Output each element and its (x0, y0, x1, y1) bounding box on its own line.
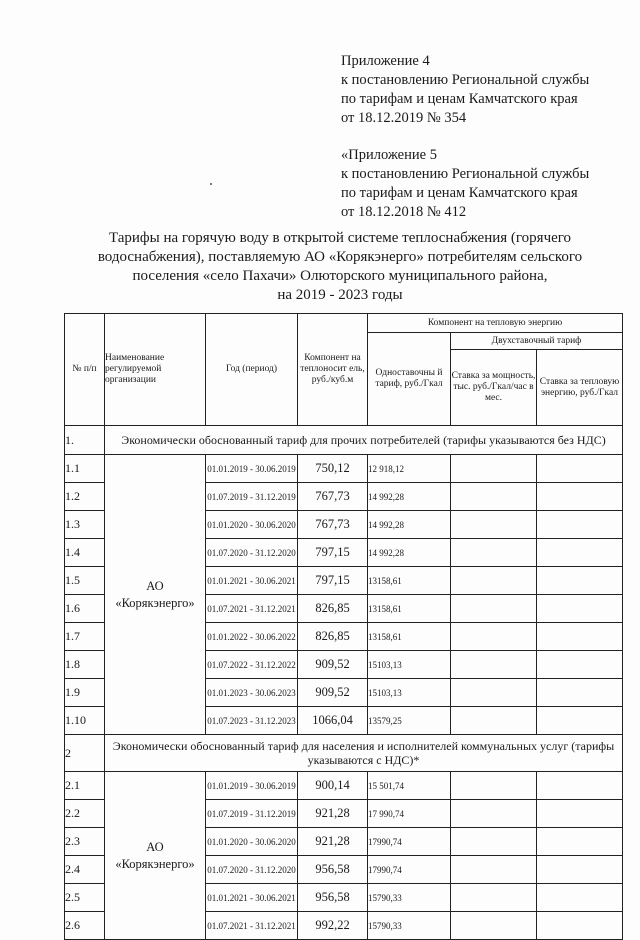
water-tariff-cell: 797,15 (298, 539, 368, 567)
header-num: № п/п (65, 314, 105, 426)
row-number: 1.1 (65, 455, 105, 483)
heat-tariff-cell: 12 918,12 (368, 455, 451, 483)
row-number: 1.4 (65, 539, 105, 567)
organization-cell (105, 455, 206, 735)
heat-tariff-cell: 14 992,28 (368, 511, 451, 539)
appendix-header-original (341, 146, 589, 222)
capacity-rate-cell (451, 623, 537, 651)
section-title: Экономически обоснованный тариф для населения и исполнителей коммунальных услуг (тарифы указываются с НДС)* (105, 735, 623, 772)
water-tariff-cell: 992,22 (298, 912, 368, 940)
capacity-rate-cell (451, 539, 537, 567)
energy-rate-cell (537, 595, 623, 623)
capacity-rate-cell (451, 800, 537, 828)
organization-name-line: «Корякэнерго» (115, 595, 195, 610)
row-number: 1.8 (65, 651, 105, 679)
water-tariff-cell: 900,14 (298, 772, 368, 800)
section-title: Экономически обоснованный тариф для прочих потребителей (тарифы указываются без НДС) (105, 426, 623, 455)
energy-rate-cell (537, 567, 623, 595)
period-cell: 01.07.2021 - 31.12.2021 (206, 595, 298, 623)
water-tariff-cell: 909,52 (298, 679, 368, 707)
period-cell: 01.07.2020 - 31.12.2020 (206, 539, 298, 567)
section-number: 2 (65, 735, 105, 772)
period-cell: 01.01.2020 - 30.06.2020 (206, 511, 298, 539)
energy-rate-cell (537, 483, 623, 511)
water-tariff-cell: 956,58 (298, 884, 368, 912)
capacity-rate-cell (451, 707, 537, 735)
energy-rate-cell (537, 539, 623, 567)
period-cell: 01.01.2022 - 30.06.2022 (206, 623, 298, 651)
energy-rate-cell (537, 856, 623, 884)
section-row (65, 426, 623, 455)
heat-tariff-cell: 17990,74 (368, 856, 451, 884)
organization-cell (105, 772, 206, 940)
header-period: Год (период) (206, 314, 298, 426)
energy-rate-cell (537, 828, 623, 856)
energy-rate-cell (537, 623, 623, 651)
organization-name-line: АО (146, 839, 164, 854)
title-line: водоснабжения), поставляемую АО «Корякэнерго» потребителям сельского (97, 249, 583, 265)
row-number: 2.5 (65, 884, 105, 912)
table-row (65, 772, 623, 800)
water-tariff-cell: 826,85 (298, 595, 368, 623)
heat-tariff-cell: 15103,13 (368, 679, 451, 707)
tariff-table (64, 313, 623, 940)
appendix-line: Приложение 4 (341, 53, 430, 69)
heat-tariff-cell: 15790,33 (368, 884, 451, 912)
capacity-rate-cell (451, 884, 537, 912)
period-cell: 01.01.2019 - 30.06.2019 (206, 455, 298, 483)
heat-tariff-cell: 17 990,74 (368, 800, 451, 828)
period-cell: 01.07.2020 - 31.12.2020 (206, 856, 298, 884)
row-number: 1.7 (65, 623, 105, 651)
water-tariff-cell: 767,73 (298, 511, 368, 539)
capacity-rate-cell (451, 828, 537, 856)
period-cell: 01.07.2019 - 31.12.2019 (206, 800, 298, 828)
heat-tariff-cell: 13158,61 (368, 567, 451, 595)
row-number: 2.6 (65, 912, 105, 940)
capacity-rate-cell (451, 567, 537, 595)
heat-tariff-cell: 14 992,28 (368, 483, 451, 511)
energy-rate-cell (537, 912, 623, 940)
table-row (65, 455, 623, 483)
capacity-rate-cell (451, 483, 537, 511)
water-tariff-cell: 921,28 (298, 800, 368, 828)
section-number: 1. (65, 426, 105, 455)
heat-tariff-cell: 13579,25 (368, 707, 451, 735)
tariff-table-body (65, 426, 623, 940)
period-cell: 01.07.2021 - 31.12.2021 (206, 912, 298, 940)
capacity-rate-cell (451, 679, 537, 707)
period-cell: 01.01.2019 - 30.06.2019 (206, 772, 298, 800)
capacity-rate-cell (451, 595, 537, 623)
row-number: 1.9 (65, 679, 105, 707)
water-tariff-cell: 797,15 (298, 567, 368, 595)
heat-tariff-cell: 15790,33 (368, 912, 451, 940)
row-number: 2.3 (65, 828, 105, 856)
appendix-line: «Приложение 5 (341, 147, 437, 163)
energy-rate-cell (537, 800, 623, 828)
period-cell: 01.01.2021 - 30.06.2021 (206, 884, 298, 912)
period-cell: 01.01.2021 - 30.06.2021 (206, 567, 298, 595)
header-heat-component: Компонент на тепловую энергию (368, 314, 623, 333)
energy-rate-cell (537, 679, 623, 707)
water-tariff-cell: 921,28 (298, 828, 368, 856)
capacity-rate-cell (451, 511, 537, 539)
title-line: на 2019 - 2023 годы (277, 287, 403, 303)
heat-tariff-cell: 15 501,74 (368, 772, 451, 800)
heat-tariff-cell: 13158,61 (368, 595, 451, 623)
row-number: 1.3 (65, 511, 105, 539)
row-number: 2.1 (65, 772, 105, 800)
energy-rate-cell (537, 511, 623, 539)
section-row (65, 735, 623, 772)
heat-tariff-cell: 15103,13 (368, 651, 451, 679)
water-tariff-cell: 909,52 (298, 651, 368, 679)
water-tariff-cell: 1066,04 (298, 707, 368, 735)
period-cell: 01.01.2023 - 30.06.2023 (206, 679, 298, 707)
document-title (60, 229, 620, 305)
scan-speck (210, 183, 212, 185)
row-number: 1.6 (65, 595, 105, 623)
period-cell: 01.01.2020 - 30.06.2020 (206, 828, 298, 856)
title-line: поселения «село Пахачи» Олюторского муниципального района, (132, 268, 548, 284)
header-organization: Наименование регулируемой организации (105, 314, 206, 426)
header-water-component: Компонент на теплоносит ель, руб./куб.м (298, 314, 368, 426)
organization-name-line: АО (146, 578, 164, 593)
energy-rate-cell (537, 455, 623, 483)
title-line: Тарифы на горячую воду в открытой системе теплоснабжения (горячего (108, 230, 572, 246)
header-two-part-rate: Двухставочный тариф (451, 333, 623, 350)
capacity-rate-cell (451, 651, 537, 679)
row-number: 2.2 (65, 800, 105, 828)
organization-name-line: «Корякэнерго» (115, 856, 195, 871)
water-tariff-cell: 956,58 (298, 856, 368, 884)
period-cell: 01.07.2023 - 31.12.2023 (206, 707, 298, 735)
heat-tariff-cell: 13158,61 (368, 623, 451, 651)
appendix-line: от 18.12.2019 № 354 (341, 110, 467, 126)
appendix-line: к постановлению Региональной службы (341, 166, 590, 182)
capacity-rate-cell (451, 772, 537, 800)
appendix-line: по тарифам и ценам Камчатского края (341, 185, 578, 201)
row-number: 1.10 (65, 707, 105, 735)
energy-rate-cell (537, 884, 623, 912)
appendix-line: по тарифам и ценам Камчатского края (341, 91, 578, 107)
energy-rate-cell (537, 707, 623, 735)
water-tariff-cell: 826,85 (298, 623, 368, 651)
capacity-rate-cell (451, 856, 537, 884)
heat-tariff-cell: 17990,74 (368, 828, 451, 856)
period-cell: 01.07.2022 - 31.12.2022 (206, 651, 298, 679)
header-capacity-rate: Ставка за мощность, тыс. руб./Гкал/час в мес. (451, 350, 537, 426)
row-number: 1.2 (65, 483, 105, 511)
row-number: 1.5 (65, 567, 105, 595)
energy-rate-cell (537, 651, 623, 679)
period-cell: 01.07.2019 - 31.12.2019 (206, 483, 298, 511)
capacity-rate-cell (451, 912, 537, 940)
header-energy-rate: Ставка за тепловую энергию, руб./Гкал (537, 350, 623, 426)
appendix-line: от 18.12.2018 № 412 (341, 204, 467, 220)
appendix-header-current (341, 52, 589, 128)
header-single-rate: Одноставочны й тариф, руб./Гкал (368, 333, 451, 426)
appendix-line: к постановлению Региональной службы (341, 72, 590, 88)
water-tariff-cell: 750,12 (298, 455, 368, 483)
capacity-rate-cell (451, 455, 537, 483)
water-tariff-cell: 767,73 (298, 483, 368, 511)
energy-rate-cell (537, 772, 623, 800)
heat-tariff-cell: 14 992,28 (368, 539, 451, 567)
row-number: 2.4 (65, 856, 105, 884)
